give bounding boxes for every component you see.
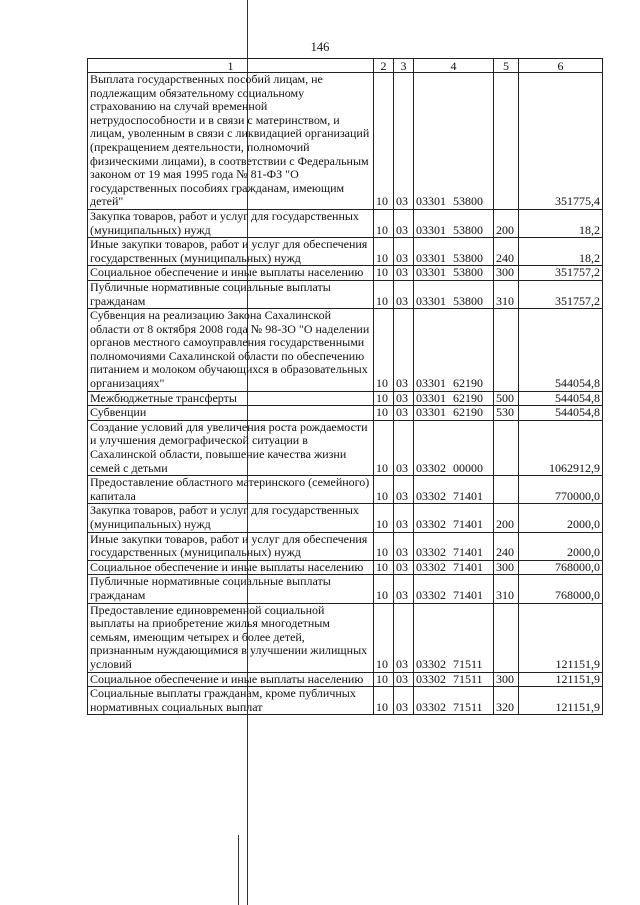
row-expense-type: 300 [494,266,519,281]
row-amount: 768000,0 [519,560,603,575]
row-target-code: 03301 62190 [414,391,494,406]
row-amount: 768000,0 [519,575,603,603]
row-target-code: 03301 53800 [414,209,494,237]
table-row [88,73,603,210]
row-expense-type: 300 [494,672,519,687]
row-subsection: 03 [394,476,414,504]
table-row [88,560,603,575]
table-row [88,266,603,281]
row-target-code: 03302 71401 [414,476,494,504]
row-subsection: 03 [394,603,414,672]
row-target-code: 03301 53800 [414,238,494,266]
row-expense-type [494,476,519,504]
table-row [88,672,603,687]
row-name: Предоставление областного материнского (семейного) капитала [88,476,374,504]
row-name: Социальное обеспечение и иные выплаты населению [88,266,374,281]
row-section: 10 [374,280,394,308]
table-row [88,532,603,560]
row-amount: 2000,0 [519,532,603,560]
table-row [88,309,603,392]
row-section: 10 [374,532,394,560]
row-target-code: 03302 71401 [414,575,494,603]
row-expense-type: 310 [494,575,519,603]
row-section: 10 [374,238,394,266]
row-subsection: 03 [394,420,414,475]
row-amount: 1062912,9 [519,420,603,475]
table-row [88,238,603,266]
row-amount: 544054,8 [519,391,603,406]
row-subsection: 03 [394,266,414,281]
row-target-code: 03301 53800 [414,73,494,210]
row-target-code: 03302 00000 [414,420,494,475]
row-amount: 770000,0 [519,476,603,504]
row-amount: 351775,4 [519,73,603,210]
page-number: 146 [310,40,330,54]
row-section: 10 [374,420,394,475]
row-section: 10 [374,476,394,504]
row-subsection: 03 [394,238,414,266]
row-section: 10 [374,391,394,406]
row-amount: 544054,8 [519,309,603,392]
table-row [88,504,603,532]
table-row [88,209,603,237]
row-subsection: 03 [394,406,414,421]
row-subsection: 03 [394,391,414,406]
row-name: Публичные нормативные социальные выплаты гражданам [88,575,374,603]
row-expense-type: 200 [494,209,519,237]
row-name: Социальное обеспечение и иные выплаты населению [88,672,374,687]
row-section: 10 [374,504,394,532]
scan-fold-line-lower [238,835,239,905]
header-col-1: 1 [88,59,374,73]
row-expense-type: 310 [494,280,519,308]
row-expense-type: 240 [494,532,519,560]
row-name: Иные закупки товаров, работ и услуг для обеспечения государственных (муниципальных) нужд [88,238,374,266]
header-col-3: 3 [394,59,414,73]
row-expense-type: 500 [494,391,519,406]
row-name: Выплата государственных пособий лицам, не подлежащим обязательному социальному страхованию на случай временной нетрудоспособности и в связи с материнством, и лицам, уволенным в связи с ликвидацией организаций (прекращением деятельности, полномочий физическими лицами), в соответствии с Федеральным законом от 19 мая 1995 года № 81-ФЗ "О государственных пособиях гражданам, имеющим детей" [88,73,374,210]
table-row [88,476,603,504]
row-name: Предоставление единовременной социальной выплаты на приобретение жилья многодетным семьям, имеющим четырех и более детей, признанным нуждающимися в улучшении жилищных условий [88,603,374,672]
row-expense-type [494,73,519,210]
row-expense-type: 200 [494,504,519,532]
row-name: Публичные нормативные социальные выплаты гражданам [88,280,374,308]
row-expense-type: 240 [494,238,519,266]
row-expense-type: 530 [494,406,519,421]
header-col-5: 5 [494,59,519,73]
row-subsection: 03 [394,73,414,210]
row-target-code: 03301 62190 [414,309,494,392]
row-expense-type [494,309,519,392]
row-subsection: 03 [394,209,414,237]
row-target-code: 03301 53800 [414,280,494,308]
row-amount: 2000,0 [519,504,603,532]
row-name: Закупка товаров, работ и услуг для государственных (муниципальных) нужд [88,209,374,237]
table-body [88,73,603,715]
table-row [88,687,603,715]
row-amount: 18,2 [519,209,603,237]
row-subsection: 03 [394,309,414,392]
row-amount: 121151,9 [519,603,603,672]
row-expense-type: 300 [494,560,519,575]
row-name: Закупка товаров, работ и услуг для государственных (муниципальных) нужд [88,504,374,532]
header-row [88,59,603,73]
row-amount: 18,2 [519,238,603,266]
row-subsection: 03 [394,575,414,603]
row-section: 10 [374,266,394,281]
table-header [88,59,603,73]
row-subsection: 03 [394,672,414,687]
row-section: 10 [374,309,394,392]
row-target-code: 03302 71401 [414,532,494,560]
table-row [88,420,603,475]
row-section: 10 [374,687,394,715]
row-amount: 121151,9 [519,687,603,715]
header-col-2: 2 [374,59,394,73]
row-expense-type [494,420,519,475]
row-expense-type: 320 [494,687,519,715]
row-amount: 351757,2 [519,280,603,308]
table-row [88,603,603,672]
row-subsection: 03 [394,504,414,532]
row-section: 10 [374,209,394,237]
row-name: Иные закупки товаров, работ и услуг для обеспечения государственных (муниципальных) нужд [88,532,374,560]
row-section: 10 [374,603,394,672]
table-row [88,575,603,603]
row-subsection: 03 [394,560,414,575]
row-name: Социальные выплаты гражданам, кроме публичных нормативных социальных выплат [88,687,374,715]
row-target-code: 03301 62190 [414,406,494,421]
budget-table [87,58,603,715]
row-target-code: 03302 71401 [414,504,494,532]
row-target-code: 03302 71401 [414,560,494,575]
row-target-code: 03301 53800 [414,266,494,281]
table-row [88,406,603,421]
row-section: 10 [374,73,394,210]
row-expense-type [494,603,519,672]
row-section: 10 [374,575,394,603]
row-section: 10 [374,560,394,575]
row-subsection: 03 [394,687,414,715]
row-section: 10 [374,406,394,421]
table-row [88,391,603,406]
table-row [88,280,603,308]
row-amount: 351757,2 [519,266,603,281]
header-col-6: 6 [519,59,603,73]
row-target-code: 03302 71511 [414,672,494,687]
row-subsection: 03 [394,532,414,560]
header-col-4: 4 [414,59,494,73]
row-amount: 121151,9 [519,672,603,687]
row-name: Межбюджетные трансферты [88,391,374,406]
row-name: Субвенция на реализацию Закона Сахалинской области от 8 октября 2008 года № 98-ЗО "О наделении органов местного самоуправления государственными полномочиями Сахалинской области по обеспечению питанием и молоком обучающихся в образовательных организациях" [88,309,374,392]
row-name: Создание условий для увеличения роста рождаемости и улучшения демографической ситуации в Сахалинской области, повышение качества жизни семей с детьми [88,420,374,475]
row-name: Социальное обеспечение и иные выплаты населению [88,560,374,575]
row-name: Субвенции [88,406,374,421]
row-section: 10 [374,672,394,687]
row-amount: 544054,8 [519,406,603,421]
row-target-code: 03302 71511 [414,603,494,672]
row-target-code: 03302 71511 [414,687,494,715]
row-subsection: 03 [394,280,414,308]
